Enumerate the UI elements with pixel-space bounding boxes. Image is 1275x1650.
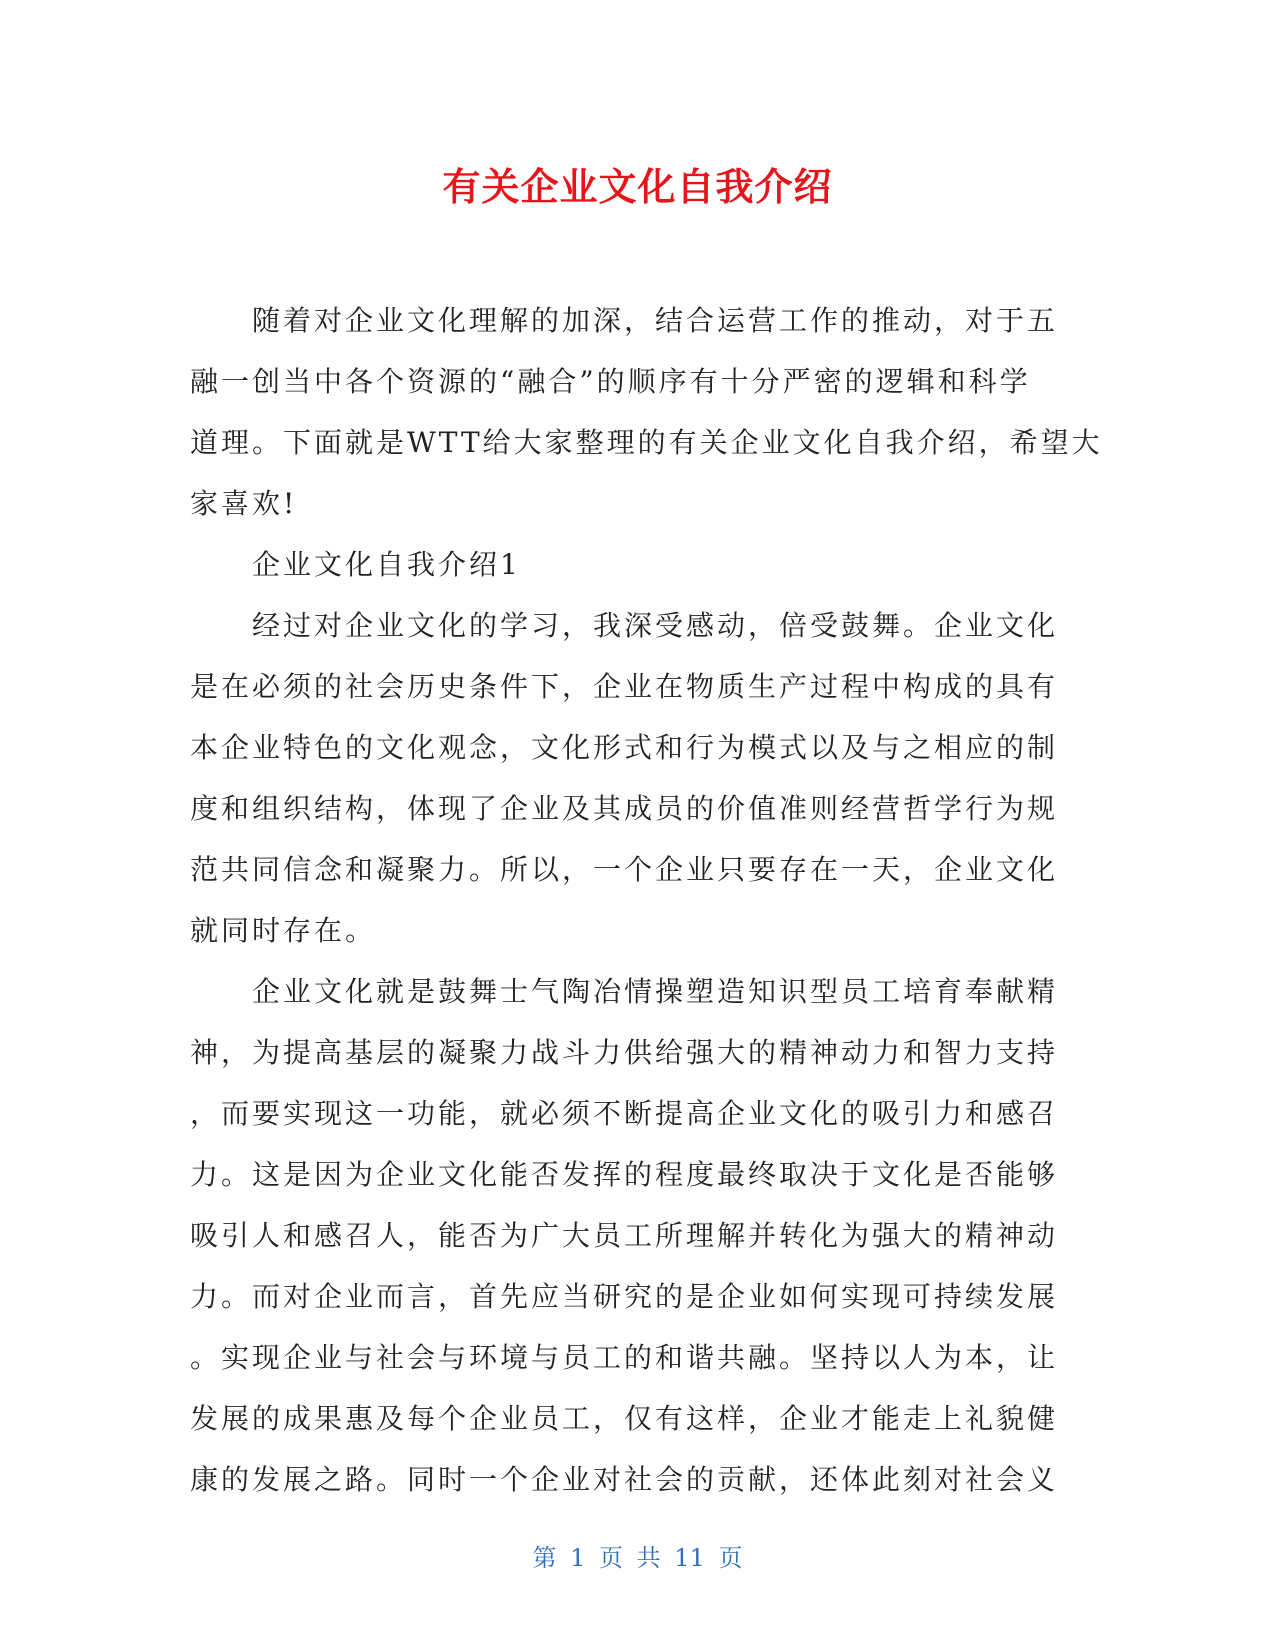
paragraph-line: 力。这是因为企业文化能否发挥的程度最终取决于文化是否能够 [190, 1158, 1059, 1191]
paragraph-line: 随着对企业文化理解的加深，结合运营工作的推动，对于五 [252, 304, 1059, 337]
paragraph-line: 企业文化就是鼓舞士气陶冶情操塑造知识型员工培育奉献精 [252, 975, 1059, 1008]
paragraph-line: 本企业特色的文化观念，文化形式和行为模式以及与之相应的制 [190, 731, 1059, 764]
section-heading: 企业文化自我介绍1 [252, 548, 521, 581]
paragraph-line: 范共同信念和凝聚力。所以，一个企业只要存在一天，企业文化 [190, 853, 1059, 886]
page-number-footer: 第 1 页 共 11 页 [532, 1544, 743, 1572]
document-body [190, 290, 1103, 1510]
paragraph-line: 融一创当中各个资源的“融合”的顺序有十分严密的逻辑和科学 [190, 365, 1031, 398]
paragraph-line: 是在必须的社会历史条件下，企业在物质生产过程中构成的具有 [190, 670, 1059, 703]
paragraph-line: 就同时存在。 [190, 914, 377, 947]
paragraph-line: 家喜欢! [190, 487, 298, 520]
paragraph-line: 发展的成果惠及每个企业员工，仅有这样，企业才能走上礼貌健 [190, 1402, 1059, 1435]
paragraph-line: 力。而对企业而言，首先应当研究的是企业如何实现可持续发展 [190, 1280, 1059, 1313]
paragraph-line: 吸引人和感召人，能否为广大员工所理解并转化为强大的精神动 [190, 1219, 1059, 1252]
paragraph-line: ，而要实现这一功能，就必须不断提高企业文化的吸引力和感召 [190, 1097, 1059, 1130]
document-title: 有关企业文化自我介绍 [442, 165, 833, 209]
paragraph-line: 。实现企业与社会与环境与员工的和谐共融。坚持以人为本，让 [190, 1341, 1059, 1374]
paragraph-line: 康的发展之路。同时一个企业对社会的贡献，还体此刻对社会义 [190, 1463, 1059, 1496]
paragraph-line: 经过对企业文化的学习，我深受感动，倍受鼓舞。企业文化 [252, 609, 1059, 642]
paragraph-line: 道理。下面就是WTT给大家整理的有关企业文化自我介绍，希望大 [190, 426, 1103, 459]
paragraph-line: 神，为提高基层的凝聚力战斗力供给强大的精神动力和智力支持 [190, 1036, 1059, 1069]
paragraph-line: 度和组织结构，体现了企业及其成员的价值准则经营哲学行为规 [190, 792, 1059, 825]
